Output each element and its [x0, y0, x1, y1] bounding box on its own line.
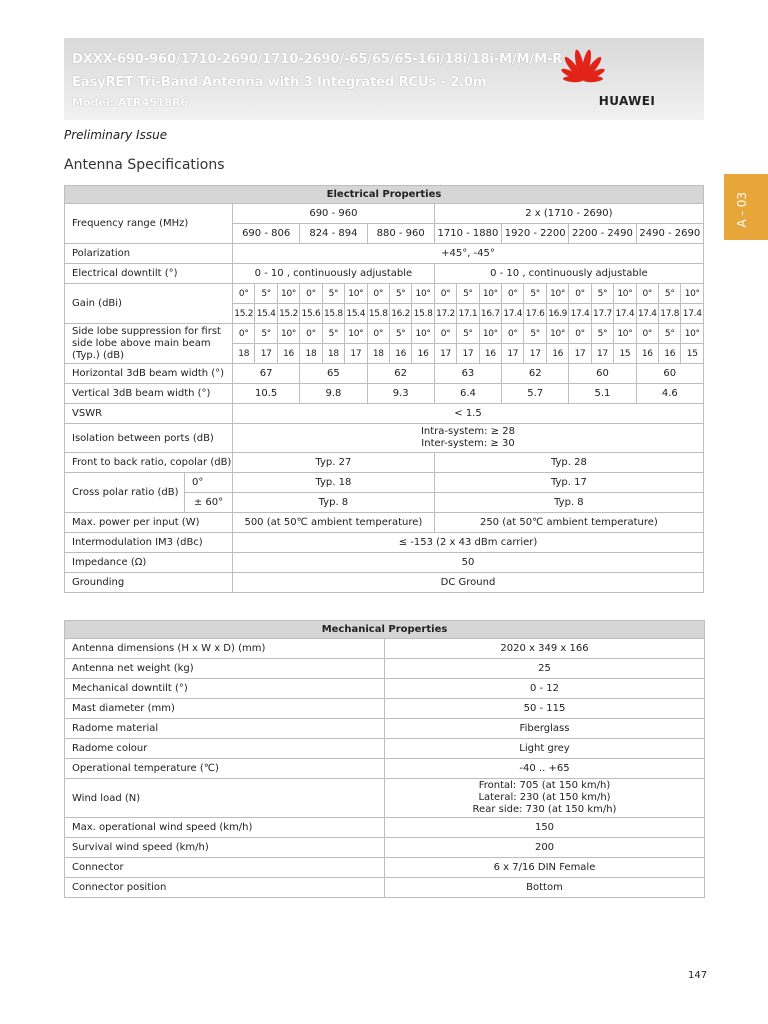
- sidelobe-value: 18: [233, 344, 255, 364]
- gain-value: 15.6: [300, 304, 322, 324]
- sidelobe-label: Side lobe suppression for first side lobe above main beam (Typ.) (dB): [65, 324, 233, 364]
- mechanical-value: Fiberglass: [385, 719, 705, 739]
- mechanical-label: Radome colour: [65, 739, 385, 759]
- tilt-header: 10°: [277, 324, 299, 344]
- tilt-header: 5°: [591, 324, 613, 344]
- xpol-0-label: 0°: [185, 473, 233, 493]
- tilt-header: 5°: [322, 324, 344, 344]
- mechanical-label: Max. operational wind speed (km/h): [65, 818, 385, 838]
- xpol-0-low: Typ. 18: [233, 473, 435, 493]
- gain-value: 15.8: [322, 304, 344, 324]
- preliminary-issue-label: Preliminary Issue: [64, 128, 168, 142]
- tilt-header: 0°: [367, 284, 389, 304]
- mechanical-label: Mechanical downtilt (°): [65, 679, 385, 699]
- grounding-value: DC Ground: [233, 573, 704, 593]
- tilt-header: 0°: [233, 324, 255, 344]
- table-row: [65, 473, 704, 493]
- table-row: [65, 384, 704, 404]
- tilt-header: 5°: [389, 284, 411, 304]
- ftb-high: Typ. 28: [434, 453, 703, 473]
- front-to-back-label: Front to back ratio, copolar (dB): [65, 453, 233, 473]
- xpol-60-high: Typ. 8: [434, 493, 703, 513]
- mechanical-value: 25: [385, 659, 705, 679]
- gain-value: 16.2: [389, 304, 411, 324]
- hbw-value: 62: [367, 364, 434, 384]
- wind-load-label: Wind load (N): [65, 779, 385, 818]
- tilt-header: 5°: [457, 284, 479, 304]
- tilt-header: 5°: [322, 284, 344, 304]
- tilt-header: 5°: [255, 324, 277, 344]
- vbw-value: 6.4: [434, 384, 501, 404]
- wind-load-rear: Rear side: 730 (at 150 km/h): [472, 804, 617, 815]
- tilt-header: 10°: [681, 284, 704, 304]
- tilt-header: 0°: [502, 284, 524, 304]
- tilt-header: 0°: [636, 324, 658, 344]
- table-row: [65, 838, 705, 858]
- tilt-header: 5°: [524, 284, 546, 304]
- table-row: [65, 699, 705, 719]
- mechanical-label: Antenna dimensions (H x W x D) (mm): [65, 639, 385, 659]
- tilt-header: 10°: [479, 324, 501, 344]
- sidelobe-value: 17: [345, 344, 367, 364]
- table-row: [65, 244, 704, 264]
- table-row: [65, 719, 705, 739]
- vbw-value: 9.8: [300, 384, 367, 404]
- table-row: [65, 878, 705, 898]
- mechanical-label: Connector position: [65, 878, 385, 898]
- gain-value: 17.2: [434, 304, 456, 324]
- mechanical-value: Light grey: [385, 739, 705, 759]
- tilt-header: 0°: [434, 284, 456, 304]
- mechanical-properties-table: [64, 620, 705, 898]
- band-high: 2 x (1710 - 2690): [434, 204, 703, 224]
- gain-value: 17.4: [569, 304, 591, 324]
- product-code-title: DXXX-690-960/1710-2690/1710-2690/-65/65/65-16i/18i/18i-M/M/M-R: [72, 52, 563, 67]
- mechanical-value: 6 x 7/16 DIN Female: [385, 858, 705, 878]
- table-row: [65, 264, 704, 284]
- sub-band: 2200 - 2490: [569, 224, 636, 244]
- xpol-0-high: Typ. 17: [434, 473, 703, 493]
- max-power-label: Max. power per input (W): [65, 513, 233, 533]
- sub-band: 1710 - 1880: [434, 224, 501, 244]
- sidelobe-value: 17: [255, 344, 277, 364]
- mechanical-value: 0 - 12: [385, 679, 705, 699]
- sidelobe-value: 17: [591, 344, 613, 364]
- sidelobe-value: 16: [546, 344, 568, 364]
- table-row: [65, 533, 704, 553]
- isolation-label: Isolation between ports (dB): [65, 424, 233, 453]
- tilt-header: 10°: [479, 284, 501, 304]
- electrical-header-row: [65, 186, 704, 204]
- tilt-header: 0°: [300, 284, 322, 304]
- impedance-label: Impedance (Ω): [65, 553, 233, 573]
- gain-value: 17.4: [614, 304, 636, 324]
- sidelobe-value: 18: [322, 344, 344, 364]
- horizontal-beamwidth-label: Horizontal 3dB beam width (°): [65, 364, 233, 384]
- table-row: [65, 779, 705, 818]
- sidelobe-value: 18: [300, 344, 322, 364]
- tilt-header: 10°: [614, 284, 636, 304]
- gain-value: 15.4: [345, 304, 367, 324]
- gain-value: 17.1: [457, 304, 479, 324]
- table-row: [65, 679, 705, 699]
- frequency-range-label: Frequency range (MHz): [65, 204, 233, 244]
- tilt-header: 0°: [569, 284, 591, 304]
- table-row: [65, 424, 704, 453]
- document-header: [64, 38, 704, 120]
- sidelobe-value: 18: [367, 344, 389, 364]
- tilt-header: 0°: [569, 324, 591, 344]
- table-row: [65, 573, 704, 593]
- tilt-header: 5°: [255, 284, 277, 304]
- mechanical-label: Antenna net weight (kg): [65, 659, 385, 679]
- gain-label: Gain (dBi): [65, 284, 233, 324]
- page-number: 147: [688, 970, 708, 981]
- im3-label: Intermodulation IM3 (dBc): [65, 533, 233, 553]
- hbw-value: 67: [233, 364, 300, 384]
- gain-value: 15.8: [367, 304, 389, 324]
- sidelobe-value: 17: [457, 344, 479, 364]
- tilt-header: 5°: [389, 324, 411, 344]
- isolation-intra: Intra-system: ≥ 28: [420, 426, 516, 437]
- gain-value: 15.8: [412, 304, 434, 324]
- polarization-label: Polarization: [65, 244, 233, 264]
- sidelobe-value: 17: [569, 344, 591, 364]
- section-title: Antenna Specifications: [64, 157, 225, 173]
- mechanical-value: 150: [385, 818, 705, 838]
- model-number: Model: ATR4518R6: [72, 96, 189, 109]
- table-row: [65, 858, 705, 878]
- tilt-header: 10°: [345, 284, 367, 304]
- power-high: 250 (at 50℃ ambient temperature): [434, 513, 703, 533]
- tilt-header: 10°: [681, 324, 704, 344]
- tilt-header: 5°: [659, 284, 681, 304]
- gain-value: 15.4: [255, 304, 277, 324]
- section-tab-label: A - 03: [735, 192, 749, 228]
- tilt-header: 5°: [659, 324, 681, 344]
- isolation-value: [233, 424, 704, 453]
- sidelobe-value: 17: [502, 344, 524, 364]
- tilt-header: 5°: [524, 324, 546, 344]
- electrical-downtilt-label: Electrical downtilt (°): [65, 264, 233, 284]
- wind-load-frontal: Frontal: 705 (at 150 km/h): [478, 780, 611, 791]
- mechanical-label: Mast diameter (mm): [65, 699, 385, 719]
- table-row: [65, 284, 704, 304]
- sidelobe-value: 15: [614, 344, 636, 364]
- tilt-header: 10°: [614, 324, 636, 344]
- im3-value: ≤ -153 (2 x 43 dBm carrier): [233, 533, 704, 553]
- mechanical-label: Connector: [65, 858, 385, 878]
- table-row: [65, 639, 705, 659]
- mechanical-value: 2020 x 349 x 166: [385, 639, 705, 659]
- section-side-tab: [724, 174, 768, 240]
- gain-value: 16.7: [479, 304, 501, 324]
- mechanical-value: 50 - 115: [385, 699, 705, 719]
- sidelobe-value: 16: [479, 344, 501, 364]
- vbw-value: 5.1: [569, 384, 636, 404]
- sidelobe-value: 17: [524, 344, 546, 364]
- gain-value: 17.8: [659, 304, 681, 324]
- tilt-header: 0°: [300, 324, 322, 344]
- vertical-beamwidth-label: Vertical 3dB beam width (°): [65, 384, 233, 404]
- vbw-value: 4.6: [636, 384, 703, 404]
- table-row: [65, 324, 704, 344]
- impedance-value: 50: [233, 553, 704, 573]
- hbw-value: 62: [502, 364, 569, 384]
- hbw-value: 60: [636, 364, 703, 384]
- hbw-value: 60: [569, 364, 636, 384]
- gain-value: 17.4: [681, 304, 704, 324]
- tilt-header: 0°: [636, 284, 658, 304]
- tilt-header: 10°: [546, 324, 568, 344]
- table-row: [65, 553, 704, 573]
- mechanical-label: Survival wind speed (km/h): [65, 838, 385, 858]
- power-low: 500 (at 50℃ ambient temperature): [233, 513, 435, 533]
- tilt-header: 0°: [367, 324, 389, 344]
- gain-value: 15.2: [277, 304, 299, 324]
- sub-band: 2490 - 2690: [636, 224, 703, 244]
- downtilt-low: 0 - 10 , continuously adjustable: [233, 264, 435, 284]
- table-row: [65, 204, 704, 224]
- wind-load-lateral: Lateral: 230 (at 150 km/h): [478, 792, 611, 803]
- sub-band: 1920 - 2200: [502, 224, 569, 244]
- vbw-value: 5.7: [502, 384, 569, 404]
- gain-value: 15.2: [233, 304, 255, 324]
- vbw-value: 10.5: [233, 384, 300, 404]
- mechanical-value: 200: [385, 838, 705, 858]
- tilt-header: 0°: [434, 324, 456, 344]
- vswr-value: < 1.5: [233, 404, 704, 424]
- table-row: [65, 659, 705, 679]
- tilt-header: 0°: [233, 284, 255, 304]
- mechanical-label: Radome material: [65, 719, 385, 739]
- table-row: [65, 404, 704, 424]
- gain-value: 16.9: [546, 304, 568, 324]
- huawei-logo-icon: [538, 36, 628, 96]
- grounding-label: Grounding: [65, 573, 233, 593]
- hbw-value: 65: [300, 364, 367, 384]
- gain-value: 17.6: [524, 304, 546, 324]
- sub-band: 690 - 806: [233, 224, 300, 244]
- vswr-label: VSWR: [65, 404, 233, 424]
- table-row: [65, 759, 705, 779]
- hbw-value: 63: [434, 364, 501, 384]
- mechanical-value: -40 .. +65: [385, 759, 705, 779]
- band-low: 690 - 960: [233, 204, 435, 224]
- gain-value: 17.7: [591, 304, 613, 324]
- mechanical-properties-title: Mechanical Properties: [65, 621, 705, 639]
- xpol-60-low: Typ. 8: [233, 493, 435, 513]
- electrical-properties-table: [64, 185, 704, 593]
- mechanical-header-row: [65, 621, 705, 639]
- isolation-inter: Inter-system: ≥ 30: [421, 438, 515, 449]
- mechanical-value: Bottom: [385, 878, 705, 898]
- mechanical-label: Operational temperature (℃): [65, 759, 385, 779]
- wind-load-value: [385, 779, 705, 818]
- table-row: [65, 364, 704, 384]
- tilt-header: 10°: [412, 324, 434, 344]
- table-row: [65, 513, 704, 533]
- polarization-value: +45°, -45°: [233, 244, 704, 264]
- sidelobe-value: 16: [636, 344, 658, 364]
- sidelobe-value: 15: [681, 344, 704, 364]
- tilt-header: 5°: [457, 324, 479, 344]
- electrical-properties-title: Electrical Properties: [65, 186, 704, 204]
- tilt-header: 10°: [546, 284, 568, 304]
- gain-value: 17.4: [502, 304, 524, 324]
- tilt-header: 10°: [277, 284, 299, 304]
- ftb-low: Typ. 27: [233, 453, 435, 473]
- sidelobe-value: 16: [389, 344, 411, 364]
- tilt-header: 10°: [412, 284, 434, 304]
- xpol-60-label: ± 60°: [185, 493, 233, 513]
- sidelobe-value: 17: [434, 344, 456, 364]
- table-row: [65, 453, 704, 473]
- tilt-header: 10°: [345, 324, 367, 344]
- table-row: [65, 739, 705, 759]
- product-subtitle: EasyRET Tri-Band Antenna with 3 Integrated RCUs - 2.0m: [72, 75, 487, 90]
- tilt-header: 5°: [591, 284, 613, 304]
- sub-band: 880 - 960: [367, 224, 434, 244]
- vbw-value: 9.3: [367, 384, 434, 404]
- sidelobe-value: 16: [412, 344, 434, 364]
- huawei-logo-text: HUAWEI: [598, 94, 656, 108]
- tilt-header: 0°: [502, 324, 524, 344]
- table-row: [65, 818, 705, 838]
- sidelobe-value: 16: [277, 344, 299, 364]
- cross-polar-label: Cross polar ratio (dB): [65, 473, 185, 513]
- gain-value: 17.4: [636, 304, 658, 324]
- sub-band: 824 - 894: [300, 224, 367, 244]
- downtilt-high: 0 - 10 , continuously adjustable: [434, 264, 703, 284]
- sidelobe-value: 16: [659, 344, 681, 364]
